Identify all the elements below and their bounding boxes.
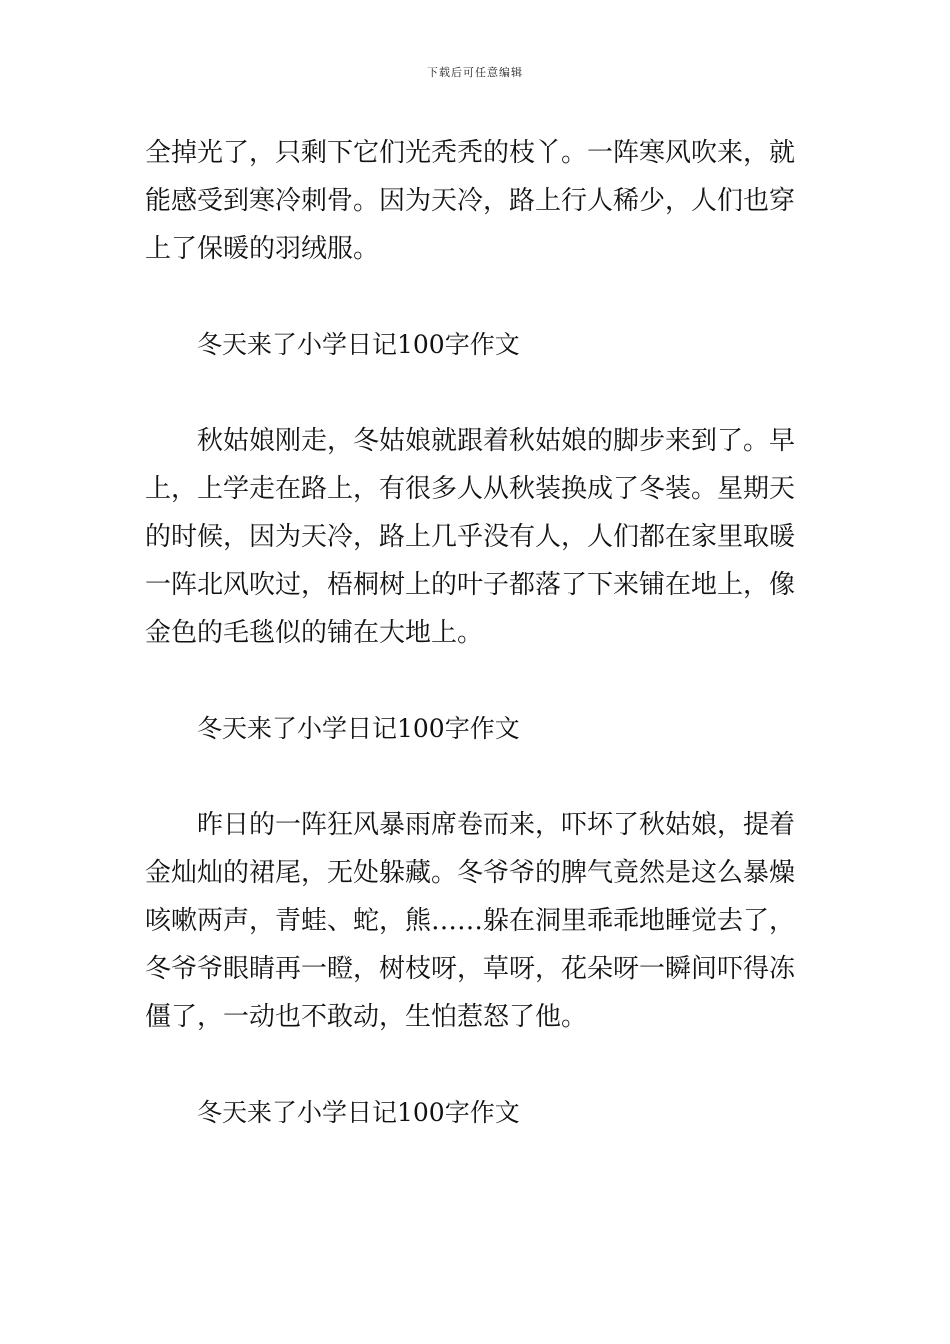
section-heading-3: 冬天来了小学日记100字作文	[197, 1098, 520, 1127]
spacer	[145, 1041, 810, 1089]
document-body	[145, 129, 810, 1137]
section-heading-2: 冬天来了小学日记100字作文	[197, 714, 520, 743]
spacer	[145, 753, 810, 801]
spacer	[145, 369, 810, 417]
paragraph-3: 昨日的一阵狂风暴雨席卷而来，吓坏了秋姑娘，提着金灿灿的裙尾，无处躲藏。冬爷爷的脾气竟然是这么暴燥咳嗽两声，青蛙、蛇，熊……躲在洞里乖乖地睡觉去了，冬爷爷眼睛再一瞪，树枝呀，草呀，花朵呀一瞬间吓得冻僵了，一动也不敢动，生怕惹怒了他。	[145, 810, 796, 1032]
spacer	[145, 273, 810, 321]
spacer	[145, 657, 810, 705]
page-header: 下载后可任意编辑	[427, 66, 523, 79]
section-heading-1: 冬天来了小学日记100字作文	[197, 330, 520, 359]
paragraph-1: 全掉光了，只剩下它们光秃秃的枝丫。一阵寒风吹来，就能感受到寒冷刺骨。因为天冷，路上行人稀少，人们也穿上了保暖的羽绒服。	[145, 138, 796, 264]
paragraph-2: 秋姑娘刚走，冬姑娘就跟着秋姑娘的脚步来到了。早上，上学走在路上，有很多人从秋装换成了冬装。星期天的时候，因为天冷，路上几乎没有人，人们都在家里取暖一阵北风吹过，梧桐树上的叶子都落了下来铺在地上，像金色的毛毯似的铺在大地上。	[145, 426, 796, 648]
